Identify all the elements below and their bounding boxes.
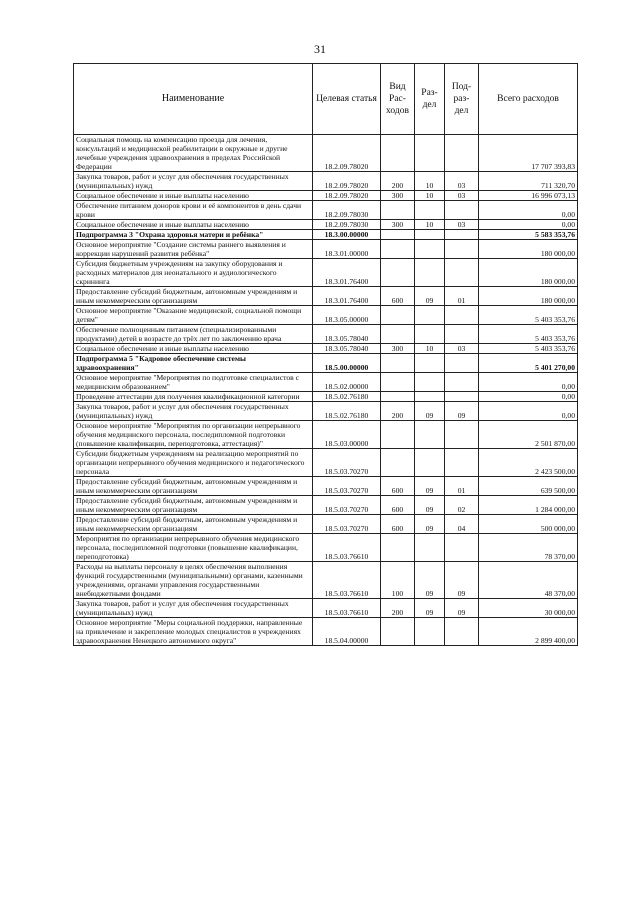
cell-target: 18.3.00.00000	[313, 230, 381, 240]
cell-vid: 200	[381, 402, 415, 421]
cell-name: Обеспечение полноценным питанием (специализированными продуктами) детей в возрасте до трёх лет по заключению врача	[74, 325, 313, 344]
cell-razdel: 09	[415, 599, 445, 618]
cell-target: 18.5.03.70270	[313, 477, 381, 496]
cell-name: Закупка товаров, работ и услуг для обеспечения государственных (муниципальных) нужд	[74, 599, 313, 618]
cell-razdel	[415, 618, 445, 646]
budget-table	[73, 63, 578, 646]
cell-vid	[381, 449, 415, 477]
cell-total: 2 423 500,00	[479, 449, 578, 477]
table-row	[74, 287, 578, 306]
cell-name: Расходы на выплаты персоналу в целях обеспечения выполнения функций государственными (муниципальными) органами, казенными учреждениями, органами управления государственными внебюджетными фондами	[74, 562, 313, 599]
cell-name: Закупка товаров, работ и услуг для обеспечения государственных (муниципальных) нужд	[74, 402, 313, 421]
cell-vid	[381, 240, 415, 259]
cell-vid	[381, 201, 415, 220]
cell-vid	[381, 259, 415, 287]
cell-target: 18.5.03.76610	[313, 562, 381, 599]
cell-name: Основное мероприятие "Меры социальной поддержки, направленные на привлечение и закрепление молодых специалистов в учреждениях здравоохранения Ненецкого автономного округа"	[74, 618, 313, 646]
cell-name: Субсидии бюджетным учреждениям на реализацию мероприятий по организации непрерывного обучения медицинского и педагогического персонала	[74, 449, 313, 477]
cell-podrazdel: 01	[445, 477, 479, 496]
table-row	[74, 230, 578, 240]
table-row	[74, 220, 578, 230]
cell-target: 18.2.09.78020	[313, 191, 381, 201]
header-vid: Вид Рас-ходов	[381, 64, 415, 135]
cell-podrazdel: 09	[445, 402, 479, 421]
cell-vid	[381, 618, 415, 646]
cell-target: 18.5.03.70270	[313, 496, 381, 515]
table-row	[74, 259, 578, 287]
cell-vid: 300	[381, 220, 415, 230]
cell-razdel: 10	[415, 220, 445, 230]
cell-name: Закупка товаров, работ и услуг для обеспечения государственных (муниципальных) нужд	[74, 172, 313, 191]
cell-total: 2 501 870,00	[479, 421, 578, 449]
cell-name: Основное мероприятие "Создание системы раннего выявления и коррекции нарушений развития ребёнка"	[74, 240, 313, 259]
cell-name: Предоставление субсидий бюджетным, автономным учреждениям и иным некоммерческим организациям	[74, 515, 313, 534]
table-row	[74, 191, 578, 201]
cell-podrazdel: 04	[445, 515, 479, 534]
cell-vid	[381, 534, 415, 562]
cell-podrazdel: 03	[445, 172, 479, 191]
cell-name: Подпрограмма 3 "Охрана здоровья матери и ребёнка"	[74, 230, 313, 240]
cell-target: 18.3.05.78040	[313, 325, 381, 344]
cell-razdel	[415, 201, 445, 220]
cell-target: 18.5.02.76180	[313, 402, 381, 421]
cell-podrazdel	[445, 230, 479, 240]
cell-vid	[381, 373, 415, 392]
table-row	[74, 618, 578, 646]
cell-name: Мероприятия по организации непрерывного обучения медицинского персонала, последипломной подготовки (повышение квалификации, переподготовка)	[74, 534, 313, 562]
cell-total: 5 403 353,76	[479, 306, 578, 325]
cell-podrazdel: 03	[445, 191, 479, 201]
table-row	[74, 534, 578, 562]
table-row	[74, 172, 578, 191]
table-row	[74, 135, 578, 172]
cell-razdel: 10	[415, 344, 445, 354]
cell-podrazdel	[445, 421, 479, 449]
cell-razdel: 09	[415, 496, 445, 515]
cell-name: Предоставление субсидий бюджетным, автономным учреждениям и иным некоммерческим организациям	[74, 477, 313, 496]
cell-vid	[381, 354, 415, 373]
cell-total: 78 370,00	[479, 534, 578, 562]
cell-razdel	[415, 421, 445, 449]
cell-total: 2 899 400,00	[479, 618, 578, 646]
cell-podrazdel	[445, 449, 479, 477]
cell-podrazdel: 01	[445, 287, 479, 306]
cell-vid: 100	[381, 562, 415, 599]
cell-total: 1 284 000,00	[479, 496, 578, 515]
cell-razdel	[415, 135, 445, 172]
cell-vid: 300	[381, 344, 415, 354]
cell-target: 18.2.09.78020	[313, 172, 381, 191]
cell-target: 18.3.01.00000	[313, 240, 381, 259]
table-row	[74, 344, 578, 354]
cell-razdel	[415, 325, 445, 344]
cell-target: 18.5.02.76180	[313, 392, 381, 402]
page-number: 31	[314, 42, 326, 56]
table-body	[74, 135, 578, 646]
cell-name: Проведение аттестации для получения квалификационной категории	[74, 392, 313, 402]
cell-razdel	[415, 230, 445, 240]
cell-razdel: 09	[415, 477, 445, 496]
cell-name: Социальная помощь на компенсацию проезда для лечения, консультаций и медицинской реабилитации в окружные и другие лечебные учреждения здравоохранения в пределах Российской Федерации	[74, 135, 313, 172]
cell-podrazdel	[445, 240, 479, 259]
cell-name: Обеспечение питанием доноров крови и её компонентов в день сдачи крови	[74, 201, 313, 220]
cell-total: 0,00	[479, 402, 578, 421]
table-row	[74, 599, 578, 618]
table-row	[74, 354, 578, 373]
cell-total: 180 000,00	[479, 259, 578, 287]
cell-name: Подпрограмма 5 "Кадровое обеспечение системы здравоохранения"	[74, 354, 313, 373]
cell-podrazdel: 02	[445, 496, 479, 515]
cell-razdel: 09	[415, 402, 445, 421]
cell-podrazdel	[445, 354, 479, 373]
cell-podrazdel: 09	[445, 562, 479, 599]
cell-podrazdel	[445, 392, 479, 402]
cell-vid: 300	[381, 191, 415, 201]
table-header-row	[74, 64, 578, 135]
cell-vid	[381, 306, 415, 325]
cell-name: Предоставление субсидий бюджетным, автономным учреждениям и иным некоммерческим организациям	[74, 287, 313, 306]
cell-total: 0,00	[479, 220, 578, 230]
cell-vid: 600	[381, 287, 415, 306]
cell-razdel: 09	[415, 287, 445, 306]
cell-razdel	[415, 354, 445, 373]
cell-total: 180 000,00	[479, 240, 578, 259]
cell-total: 17 707 393,83	[479, 135, 578, 172]
cell-target: 18.3.05.00000	[313, 306, 381, 325]
cell-razdel	[415, 306, 445, 325]
header-razdel: Раз-дел	[415, 64, 445, 135]
cell-total: 180 000,00	[479, 287, 578, 306]
cell-podrazdel: 03	[445, 220, 479, 230]
cell-razdel: 09	[415, 562, 445, 599]
header-total: Всего расходов	[479, 64, 578, 135]
cell-razdel: 10	[415, 191, 445, 201]
table-row	[74, 477, 578, 496]
cell-name: Основное мероприятие "Мероприятия по организации непрерывного обучения медицинского персонала, последипломной подготовки (повышение квалификации, переподготовка, аттестация)"	[74, 421, 313, 449]
cell-total: 500 000,00	[479, 515, 578, 534]
cell-podrazdel	[445, 618, 479, 646]
table-row	[74, 306, 578, 325]
table-row	[74, 562, 578, 599]
cell-vid: 600	[381, 496, 415, 515]
header-podrazdel: Под-раз-дел	[445, 64, 479, 135]
cell-name: Основное мероприятие "Мероприятия по подготовке специалистов с медицинским образованием"	[74, 373, 313, 392]
table-row	[74, 325, 578, 344]
cell-target: 18.5.00.00000	[313, 354, 381, 373]
cell-vid	[381, 135, 415, 172]
cell-total: 0,00	[479, 392, 578, 402]
cell-vid	[381, 325, 415, 344]
cell-podrazdel	[445, 259, 479, 287]
cell-podrazdel	[445, 325, 479, 344]
cell-target: 18.3.01.76400	[313, 287, 381, 306]
table-row	[74, 392, 578, 402]
cell-target: 18.5.03.76610	[313, 599, 381, 618]
table-row	[74, 201, 578, 220]
cell-razdel	[415, 240, 445, 259]
table-row	[74, 421, 578, 449]
cell-total: 639 500,00	[479, 477, 578, 496]
cell-target: 18.2.09.78030	[313, 220, 381, 230]
cell-razdel: 09	[415, 515, 445, 534]
cell-podrazdel	[445, 135, 479, 172]
cell-podrazdel	[445, 373, 479, 392]
cell-podrazdel: 03	[445, 344, 479, 354]
table-row	[74, 240, 578, 259]
cell-target: 18.3.01.76400	[313, 259, 381, 287]
cell-vid: 600	[381, 477, 415, 496]
cell-name: Социальное обеспечение и иные выплаты населению	[74, 220, 313, 230]
cell-total: 0,00	[479, 373, 578, 392]
cell-razdel: 10	[415, 172, 445, 191]
cell-target: 18.5.03.76610	[313, 534, 381, 562]
cell-podrazdel: 09	[445, 599, 479, 618]
cell-target: 18.5.03.70270	[313, 449, 381, 477]
cell-razdel	[415, 259, 445, 287]
cell-razdel	[415, 534, 445, 562]
table-row	[74, 496, 578, 515]
cell-target: 18.2.09.78020	[313, 135, 381, 172]
cell-total: 5 583 353,76	[479, 230, 578, 240]
cell-total: 5 403 353,76	[479, 325, 578, 344]
cell-name: Социальное обеспечение и иные выплаты населению	[74, 344, 313, 354]
cell-razdel	[415, 373, 445, 392]
cell-target: 18.2.09.78030	[313, 201, 381, 220]
cell-total: 0,00	[479, 201, 578, 220]
cell-podrazdel	[445, 534, 479, 562]
cell-total: 5 403 353,76	[479, 344, 578, 354]
header-name: Наименование	[74, 64, 313, 135]
cell-target: 18.5.03.00000	[313, 421, 381, 449]
header-target: Целевая статья	[313, 64, 381, 135]
cell-vid	[381, 421, 415, 449]
cell-razdel	[415, 449, 445, 477]
cell-podrazdel	[445, 306, 479, 325]
cell-total: 5 401 270,00	[479, 354, 578, 373]
cell-total: 48 370,00	[479, 562, 578, 599]
cell-vid: 200	[381, 172, 415, 191]
cell-name: Предоставление субсидий бюджетным, автономным учреждениям и иным некоммерческим организациям	[74, 496, 313, 515]
cell-vid	[381, 392, 415, 402]
cell-name: Основное мероприятие "Оказание медицинской, социальной помощи детям"	[74, 306, 313, 325]
cell-name: Социальное обеспечение и иные выплаты населению	[74, 191, 313, 201]
cell-podrazdel	[445, 201, 479, 220]
cell-target: 18.3.05.78040	[313, 344, 381, 354]
table-row	[74, 373, 578, 392]
table-row	[74, 515, 578, 534]
cell-target: 18.5.03.70270	[313, 515, 381, 534]
cell-vid	[381, 230, 415, 240]
cell-target: 18.5.02.00000	[313, 373, 381, 392]
cell-razdel	[415, 392, 445, 402]
cell-total: 16 996 073,13	[479, 191, 578, 201]
cell-vid: 600	[381, 515, 415, 534]
table-row	[74, 449, 578, 477]
cell-target: 18.5.04.00000	[313, 618, 381, 646]
cell-name: Субсидия бюджетным учреждениям на закупку оборудования и расходных материалов для неонатального и аудиологического скрининга	[74, 259, 313, 287]
cell-total: 30 000,00	[479, 599, 578, 618]
cell-vid: 200	[381, 599, 415, 618]
table-row	[74, 402, 578, 421]
cell-total: 711 320,70	[479, 172, 578, 191]
